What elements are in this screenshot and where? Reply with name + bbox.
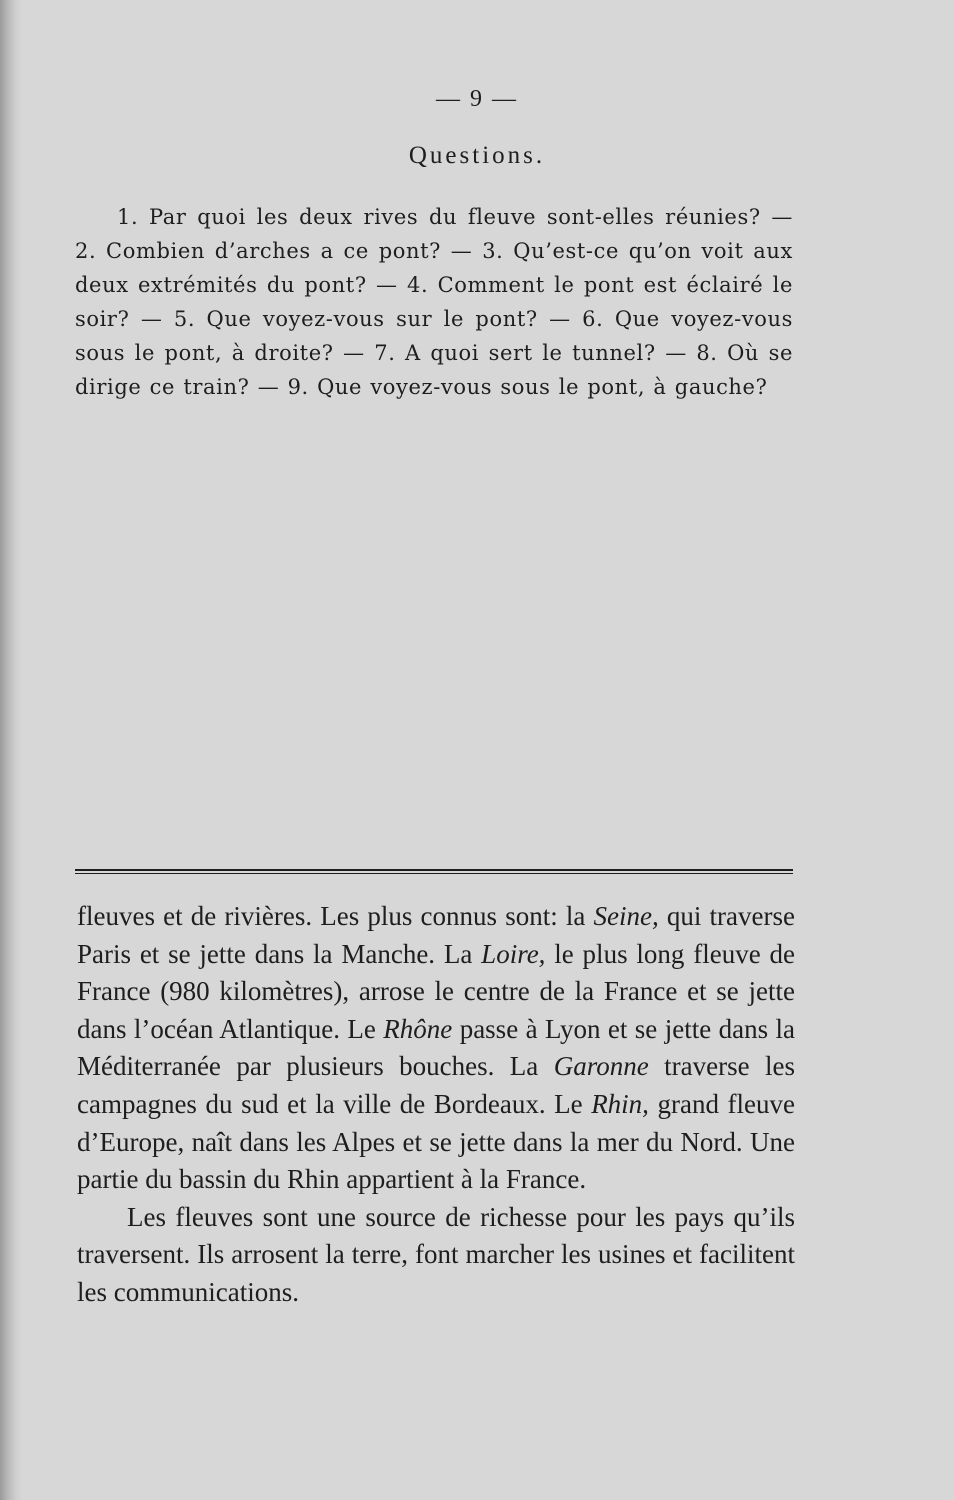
questions-heading: Questions. (408, 142, 546, 169)
passage-paragraph-1 (77, 898, 795, 1199)
river-name-loire: Loire, (481, 938, 546, 969)
passage-text: fleuves et de rivières. Les plus connus sont: la (77, 901, 594, 931)
questions-paragraph: 1. Par quoi les deux rives du fleuve sont-elles réunies? — 2. Combien d’arches a ce pont? — 3. Qu’est-ce qu’on voit aux deux extrémités du pont? — 4. Comment le pont est éclairé le soir? — 5. Que voyez-vous sur le pont? — 6. Que voyez-vous sous le pont, à droite? — 7. A quoi sert le tunnel? — 8. Où se dirige ce train? — 9. Que voyez-vous sous le pont, à gauche? (75, 205, 793, 399)
page-number: — 9 — (436, 86, 518, 112)
passage-text: le plus long fleuve de France (980 kilomètres), arrose le centre de la France et se jette dans l’océan Atlantique. Le (77, 938, 795, 1044)
passage (77, 898, 795, 1312)
passage-paragraph-2: Les fleuves sont une source de richesse pour les pays qu’ils traversent. Ils arrosent la terre, font marcher les usines et facilitent les communications. (77, 1201, 795, 1307)
river-name-seine: Seine, (593, 901, 659, 931)
passage-text: traverse les campagnes du sud et la ville de Bordeaux. Le (77, 1051, 795, 1119)
river-name-garonne: Garonne (553, 1051, 649, 1082)
river-name-rhone: Rhône (383, 1013, 453, 1044)
section-divider (75, 869, 793, 874)
page-binding-edge (0, 0, 22, 1500)
passage-text: passe à Lyon et se jette dans la Méditerranée par plusieurs bouches. La (77, 1013, 795, 1082)
passage-text: grand fleuve d’Europe, naît dans les Alpes et se jette dans la mer du Nord. Une partie du bassin du Rhin appartient à la France. (77, 1088, 796, 1195)
passage-text: qui traverse Paris et se jette dans la Manche. La (77, 901, 795, 969)
river-name-rhin: Rhin, (591, 1088, 649, 1119)
